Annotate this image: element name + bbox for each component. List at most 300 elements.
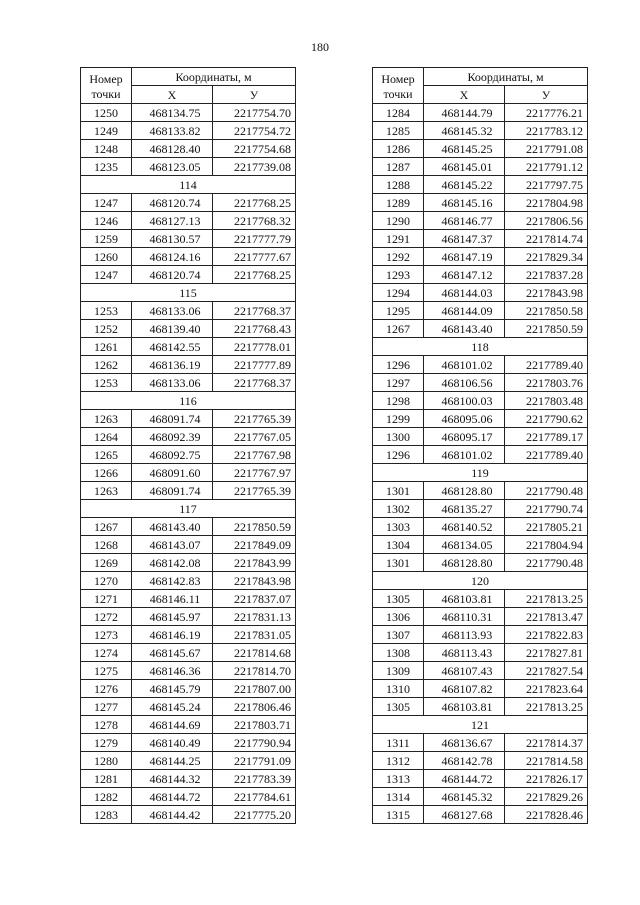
point-number: 1301 bbox=[373, 482, 424, 500]
coord-x: 468142.55 bbox=[132, 338, 213, 356]
coord-x: 468144.42 bbox=[132, 806, 213, 824]
table-row bbox=[81, 320, 296, 338]
coord-x: 468145.25 bbox=[424, 140, 505, 158]
point-number: 1291 bbox=[373, 230, 424, 248]
header-point-number-line2: точки bbox=[383, 86, 413, 101]
table-row bbox=[81, 464, 296, 482]
point-number: 1278 bbox=[81, 716, 132, 734]
section-number: 115 bbox=[81, 284, 296, 302]
table-row bbox=[373, 176, 588, 194]
coord-x: 468145.01 bbox=[424, 158, 505, 176]
page-number: 180 bbox=[311, 40, 329, 54]
coord-y: 2217768.25 bbox=[213, 194, 296, 212]
table-row bbox=[81, 806, 296, 824]
point-number: 1293 bbox=[373, 266, 424, 284]
point-number: 1246 bbox=[81, 212, 132, 230]
section-number: 119 bbox=[373, 464, 588, 482]
point-number: 1294 bbox=[373, 284, 424, 302]
coord-x: 468100.03 bbox=[424, 392, 505, 410]
point-number: 1309 bbox=[373, 662, 424, 680]
table-row bbox=[81, 410, 296, 428]
point-number: 1312 bbox=[373, 752, 424, 770]
header-point-number-line2: точки bbox=[91, 86, 121, 101]
point-number: 1310 bbox=[373, 680, 424, 698]
table-row bbox=[81, 248, 296, 266]
coord-x: 468147.12 bbox=[424, 266, 505, 284]
coord-y: 2217803.48 bbox=[505, 392, 588, 410]
table-row bbox=[373, 266, 588, 284]
header-point-number-line1: Номер bbox=[89, 72, 123, 87]
coord-x: 468130.57 bbox=[132, 230, 213, 248]
section-number: 118 bbox=[373, 338, 588, 356]
coord-y: 2217767.98 bbox=[213, 446, 296, 464]
table-row bbox=[81, 266, 296, 284]
table-row bbox=[373, 122, 588, 140]
coord-x: 468142.78 bbox=[424, 752, 505, 770]
table-row bbox=[81, 644, 296, 662]
coord-y: 2217814.70 bbox=[213, 662, 296, 680]
header-y: У bbox=[213, 86, 296, 104]
point-number: 1311 bbox=[373, 734, 424, 752]
coord-x: 468092.39 bbox=[132, 428, 213, 446]
table-row bbox=[81, 590, 296, 608]
coord-x: 468120.74 bbox=[132, 266, 213, 284]
coord-y: 2217790.74 bbox=[505, 500, 588, 518]
table-row bbox=[373, 752, 588, 770]
point-number: 1295 bbox=[373, 302, 424, 320]
coord-y: 2217789.40 bbox=[505, 356, 588, 374]
point-number: 1299 bbox=[373, 410, 424, 428]
coord-x: 468103.81 bbox=[424, 590, 505, 608]
point-number: 1285 bbox=[373, 122, 424, 140]
coord-x: 468144.79 bbox=[424, 104, 505, 122]
header-coordinates: Координаты, м bbox=[424, 68, 588, 86]
point-number: 1262 bbox=[81, 356, 132, 374]
coord-x: 468144.72 bbox=[132, 788, 213, 806]
coord-y: 2217797.75 bbox=[505, 176, 588, 194]
table-row bbox=[81, 752, 296, 770]
section-number: 121 bbox=[373, 716, 588, 734]
coord-y: 2217837.28 bbox=[505, 266, 588, 284]
point-number: 1269 bbox=[81, 554, 132, 572]
coord-y: 2217828.46 bbox=[505, 806, 588, 824]
coord-y: 2217790.62 bbox=[505, 410, 588, 428]
point-number: 1270 bbox=[81, 572, 132, 590]
table-row bbox=[81, 626, 296, 644]
coord-y: 2217777.79 bbox=[213, 230, 296, 248]
table-row bbox=[81, 734, 296, 752]
coord-x: 468147.19 bbox=[424, 248, 505, 266]
section-row bbox=[373, 464, 588, 482]
point-number: 1264 bbox=[81, 428, 132, 446]
coord-x: 468107.43 bbox=[424, 662, 505, 680]
coord-x: 468134.05 bbox=[424, 536, 505, 554]
coord-y: 2217837.07 bbox=[213, 590, 296, 608]
point-number: 1267 bbox=[373, 320, 424, 338]
coord-x: 468101.02 bbox=[424, 356, 505, 374]
coord-x: 468144.72 bbox=[424, 770, 505, 788]
point-number: 1288 bbox=[373, 176, 424, 194]
coordinates-table-left bbox=[80, 67, 296, 824]
coord-y: 2217806.46 bbox=[213, 698, 296, 716]
coord-y: 2217831.13 bbox=[213, 608, 296, 626]
table-row bbox=[81, 446, 296, 464]
table-row bbox=[373, 212, 588, 230]
table-row bbox=[81, 608, 296, 626]
coord-y: 2217789.40 bbox=[505, 446, 588, 464]
coord-x: 468113.93 bbox=[424, 626, 505, 644]
coord-y: 2217829.34 bbox=[505, 248, 588, 266]
coord-y: 2217776.21 bbox=[505, 104, 588, 122]
table-row bbox=[373, 626, 588, 644]
table-row bbox=[81, 302, 296, 320]
coord-y: 2217804.94 bbox=[505, 536, 588, 554]
coord-x: 468145.79 bbox=[132, 680, 213, 698]
coord-y: 2217783.12 bbox=[505, 122, 588, 140]
table-row bbox=[373, 446, 588, 464]
coord-x: 468124.16 bbox=[132, 248, 213, 266]
table-row bbox=[373, 356, 588, 374]
table-row bbox=[81, 230, 296, 248]
table-row bbox=[373, 518, 588, 536]
coord-y: 2217827.54 bbox=[505, 662, 588, 680]
table-row bbox=[81, 428, 296, 446]
coord-x: 468145.32 bbox=[424, 788, 505, 806]
coord-x: 468146.77 bbox=[424, 212, 505, 230]
point-number: 1273 bbox=[81, 626, 132, 644]
coord-x: 468142.83 bbox=[132, 572, 213, 590]
coord-y: 2217823.64 bbox=[505, 680, 588, 698]
table-row bbox=[81, 122, 296, 140]
point-number: 1252 bbox=[81, 320, 132, 338]
coord-x: 468143.40 bbox=[132, 518, 213, 536]
point-number: 1267 bbox=[81, 518, 132, 536]
header-y: У bbox=[505, 86, 588, 104]
table-row bbox=[373, 248, 588, 266]
table-row bbox=[81, 554, 296, 572]
table-row bbox=[373, 788, 588, 806]
coord-y: 2217826.17 bbox=[505, 770, 588, 788]
table-row bbox=[373, 428, 588, 446]
point-number: 1235 bbox=[81, 158, 132, 176]
coord-y: 2217754.70 bbox=[213, 104, 296, 122]
coord-y: 2217754.72 bbox=[213, 122, 296, 140]
coord-x: 468136.19 bbox=[132, 356, 213, 374]
coord-x: 468145.16 bbox=[424, 194, 505, 212]
point-number: 1275 bbox=[81, 662, 132, 680]
point-number: 1292 bbox=[373, 248, 424, 266]
coord-y: 2217813.25 bbox=[505, 590, 588, 608]
coord-x: 468127.13 bbox=[132, 212, 213, 230]
section-row bbox=[81, 284, 296, 302]
coord-y: 2217805.21 bbox=[505, 518, 588, 536]
point-number: 1284 bbox=[373, 104, 424, 122]
point-number: 1263 bbox=[81, 482, 132, 500]
header-x: X bbox=[424, 86, 505, 104]
table-row bbox=[373, 194, 588, 212]
point-number: 1263 bbox=[81, 410, 132, 428]
table-row bbox=[373, 230, 588, 248]
table-row bbox=[373, 374, 588, 392]
coord-x: 468144.03 bbox=[424, 284, 505, 302]
coord-y: 2217778.01 bbox=[213, 338, 296, 356]
point-number: 1308 bbox=[373, 644, 424, 662]
coord-y: 2217806.56 bbox=[505, 212, 588, 230]
table-row bbox=[81, 482, 296, 500]
point-number: 1282 bbox=[81, 788, 132, 806]
point-number: 1301 bbox=[373, 554, 424, 572]
point-number: 1261 bbox=[81, 338, 132, 356]
coord-y: 2217850.58 bbox=[505, 302, 588, 320]
coord-x: 468133.06 bbox=[132, 374, 213, 392]
point-number: 1253 bbox=[81, 374, 132, 392]
coord-x: 468091.74 bbox=[132, 410, 213, 428]
table-row bbox=[81, 194, 296, 212]
table-row bbox=[373, 734, 588, 752]
point-number: 1307 bbox=[373, 626, 424, 644]
coord-x: 468145.22 bbox=[424, 176, 505, 194]
point-number: 1283 bbox=[81, 806, 132, 824]
table-row bbox=[373, 392, 588, 410]
point-number: 1315 bbox=[373, 806, 424, 824]
table-row bbox=[373, 554, 588, 572]
point-number: 1250 bbox=[81, 104, 132, 122]
point-number: 1272 bbox=[81, 608, 132, 626]
coord-y: 2217768.43 bbox=[213, 320, 296, 338]
table-row bbox=[81, 338, 296, 356]
coord-y: 2217803.76 bbox=[505, 374, 588, 392]
coord-y: 2217768.25 bbox=[213, 266, 296, 284]
coord-y: 2217768.37 bbox=[213, 302, 296, 320]
coord-x: 468144.09 bbox=[424, 302, 505, 320]
point-number: 1300 bbox=[373, 428, 424, 446]
point-number: 1305 bbox=[373, 590, 424, 608]
coord-y: 2217791.08 bbox=[505, 140, 588, 158]
coord-x: 468145.24 bbox=[132, 698, 213, 716]
header-point-number-line1: Номер bbox=[381, 72, 415, 87]
table-row bbox=[81, 716, 296, 734]
table-row bbox=[81, 356, 296, 374]
coord-y: 2217804.98 bbox=[505, 194, 588, 212]
header-point-number bbox=[373, 68, 424, 104]
coord-x: 468145.67 bbox=[132, 644, 213, 662]
point-number: 1296 bbox=[373, 356, 424, 374]
coord-x: 468103.81 bbox=[424, 698, 505, 716]
header-point-number bbox=[81, 68, 132, 104]
coord-x: 468091.60 bbox=[132, 464, 213, 482]
coord-y: 2217775.20 bbox=[213, 806, 296, 824]
point-number: 1274 bbox=[81, 644, 132, 662]
coord-y: 2217849.09 bbox=[213, 536, 296, 554]
coord-x: 468142.08 bbox=[132, 554, 213, 572]
table-row bbox=[81, 140, 296, 158]
point-number: 1265 bbox=[81, 446, 132, 464]
point-number: 1253 bbox=[81, 302, 132, 320]
coord-x: 468128.40 bbox=[132, 140, 213, 158]
coord-y: 2217827.81 bbox=[505, 644, 588, 662]
coord-y: 2217850.59 bbox=[505, 320, 588, 338]
coord-x: 468145.97 bbox=[132, 608, 213, 626]
point-number: 1247 bbox=[81, 194, 132, 212]
section-row bbox=[373, 338, 588, 356]
point-number: 1296 bbox=[373, 446, 424, 464]
coord-x: 468146.11 bbox=[132, 590, 213, 608]
table-row bbox=[81, 158, 296, 176]
coord-y: 2217765.39 bbox=[213, 482, 296, 500]
point-number: 1313 bbox=[373, 770, 424, 788]
coord-x: 468128.80 bbox=[424, 482, 505, 500]
section-number: 120 bbox=[373, 572, 588, 590]
coord-y: 2217784.61 bbox=[213, 788, 296, 806]
coord-x: 468135.27 bbox=[424, 500, 505, 518]
coord-y: 2217767.05 bbox=[213, 428, 296, 446]
point-number: 1271 bbox=[81, 590, 132, 608]
table-row bbox=[373, 590, 588, 608]
coord-x: 468144.69 bbox=[132, 716, 213, 734]
coord-y: 2217754.68 bbox=[213, 140, 296, 158]
coord-x: 468146.36 bbox=[132, 662, 213, 680]
table-row bbox=[373, 500, 588, 518]
coord-x: 468095.17 bbox=[424, 428, 505, 446]
coord-y: 2217783.39 bbox=[213, 770, 296, 788]
coord-y: 2217814.68 bbox=[213, 644, 296, 662]
point-number: 1286 bbox=[373, 140, 424, 158]
point-number: 1266 bbox=[81, 464, 132, 482]
coord-y: 2217843.99 bbox=[213, 554, 296, 572]
coord-x: 468092.75 bbox=[132, 446, 213, 464]
coord-x: 468144.25 bbox=[132, 752, 213, 770]
coord-x: 468120.74 bbox=[132, 194, 213, 212]
coord-y: 2217789.17 bbox=[505, 428, 588, 446]
table-row bbox=[373, 158, 588, 176]
coord-x: 468143.07 bbox=[132, 536, 213, 554]
coord-x: 468127.68 bbox=[424, 806, 505, 824]
point-number: 1281 bbox=[81, 770, 132, 788]
coord-y: 2217777.67 bbox=[213, 248, 296, 266]
point-number: 1290 bbox=[373, 212, 424, 230]
table-row bbox=[81, 212, 296, 230]
coord-y: 2217768.37 bbox=[213, 374, 296, 392]
table-row bbox=[373, 104, 588, 122]
table-row bbox=[81, 788, 296, 806]
coord-y: 2217790.48 bbox=[505, 482, 588, 500]
point-number: 1304 bbox=[373, 536, 424, 554]
table-row bbox=[81, 698, 296, 716]
coord-y: 2217791.09 bbox=[213, 752, 296, 770]
table-row bbox=[81, 770, 296, 788]
table-row bbox=[373, 662, 588, 680]
coord-y: 2217768.32 bbox=[213, 212, 296, 230]
coord-x: 468107.82 bbox=[424, 680, 505, 698]
table-row bbox=[81, 572, 296, 590]
coord-x: 468133.06 bbox=[132, 302, 213, 320]
table-row bbox=[373, 410, 588, 428]
coord-x: 468136.67 bbox=[424, 734, 505, 752]
section-row bbox=[373, 572, 588, 590]
coord-y: 2217767.97 bbox=[213, 464, 296, 482]
section-row bbox=[373, 716, 588, 734]
coord-y: 2217814.37 bbox=[505, 734, 588, 752]
point-number: 1279 bbox=[81, 734, 132, 752]
coord-y: 2217807.00 bbox=[213, 680, 296, 698]
coord-x: 468110.31 bbox=[424, 608, 505, 626]
point-number: 1305 bbox=[373, 698, 424, 716]
point-number: 1302 bbox=[373, 500, 424, 518]
coord-x: 468134.75 bbox=[132, 104, 213, 122]
table-row bbox=[81, 104, 296, 122]
section-row bbox=[81, 392, 296, 410]
point-number: 1306 bbox=[373, 608, 424, 626]
section-number: 117 bbox=[81, 500, 296, 518]
coord-x: 468128.80 bbox=[424, 554, 505, 572]
coord-x: 468095.06 bbox=[424, 410, 505, 428]
point-number: 1289 bbox=[373, 194, 424, 212]
table-row bbox=[373, 644, 588, 662]
coord-y: 2217843.98 bbox=[505, 284, 588, 302]
table-row bbox=[373, 302, 588, 320]
coordinates-table-right bbox=[372, 67, 588, 824]
coord-x: 468139.40 bbox=[132, 320, 213, 338]
coord-x: 468145.32 bbox=[424, 122, 505, 140]
point-number: 1303 bbox=[373, 518, 424, 536]
table-row bbox=[373, 680, 588, 698]
coord-x: 468146.19 bbox=[132, 626, 213, 644]
point-number: 1268 bbox=[81, 536, 132, 554]
table-row bbox=[373, 770, 588, 788]
point-number: 1280 bbox=[81, 752, 132, 770]
table-row bbox=[373, 698, 588, 716]
coord-x: 468143.40 bbox=[424, 320, 505, 338]
point-number: 1276 bbox=[81, 680, 132, 698]
point-number: 1247 bbox=[81, 266, 132, 284]
point-number: 1249 bbox=[81, 122, 132, 140]
table-row bbox=[373, 608, 588, 626]
coord-x: 468091.74 bbox=[132, 482, 213, 500]
table-row bbox=[373, 536, 588, 554]
coord-x: 468140.49 bbox=[132, 734, 213, 752]
table-row bbox=[373, 320, 588, 338]
coord-y: 2217813.25 bbox=[505, 698, 588, 716]
coord-y: 2217790.48 bbox=[505, 554, 588, 572]
coord-x: 468140.52 bbox=[424, 518, 505, 536]
coord-x: 468101.02 bbox=[424, 446, 505, 464]
point-number: 1259 bbox=[81, 230, 132, 248]
table-row bbox=[373, 284, 588, 302]
table-row bbox=[81, 680, 296, 698]
point-number: 1248 bbox=[81, 140, 132, 158]
coord-x: 468133.82 bbox=[132, 122, 213, 140]
coord-y: 2217822.83 bbox=[505, 626, 588, 644]
coord-y: 2217831.05 bbox=[213, 626, 296, 644]
table-row bbox=[373, 806, 588, 824]
table-row bbox=[81, 374, 296, 392]
coord-y: 2217790.94 bbox=[213, 734, 296, 752]
coord-y: 2217739.08 bbox=[213, 158, 296, 176]
coord-y: 2217843.98 bbox=[213, 572, 296, 590]
coord-x: 468144.32 bbox=[132, 770, 213, 788]
coord-y: 2217803.71 bbox=[213, 716, 296, 734]
coord-x: 468106.56 bbox=[424, 374, 505, 392]
coord-x: 468113.43 bbox=[424, 644, 505, 662]
point-number: 1297 bbox=[373, 374, 424, 392]
point-number: 1260 bbox=[81, 248, 132, 266]
section-row bbox=[81, 500, 296, 518]
coord-y: 2217814.74 bbox=[505, 230, 588, 248]
section-row bbox=[81, 176, 296, 194]
header-x: X bbox=[132, 86, 213, 104]
coord-x: 468147.37 bbox=[424, 230, 505, 248]
point-number: 1287 bbox=[373, 158, 424, 176]
